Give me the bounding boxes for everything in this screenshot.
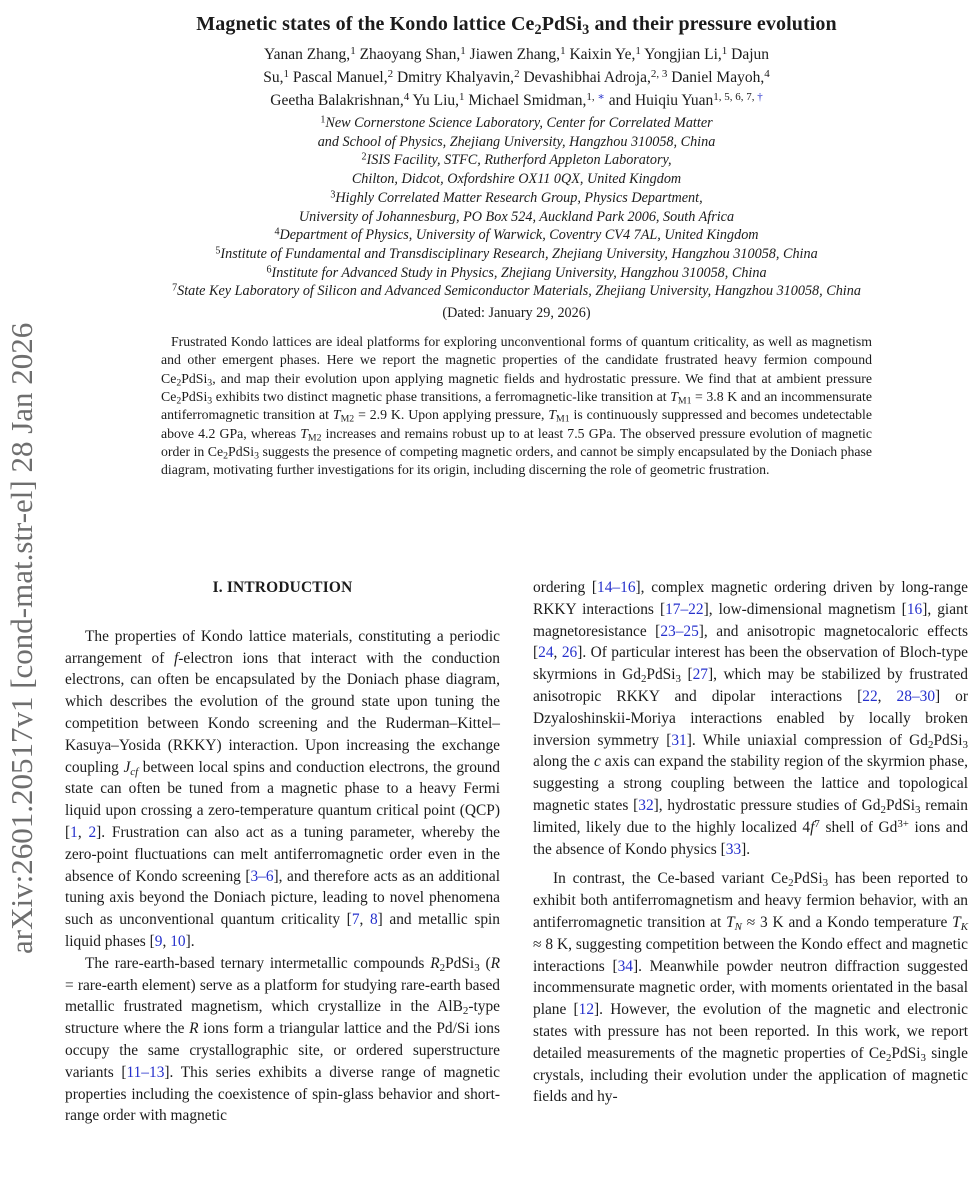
paper-title: Magnetic states of the Kondo lattice Ce2PdSi3 and their pressure evolution [196,13,837,38]
citation-link[interactable]: 7 [351,911,360,929]
paragraph: The rare-earth-based ternary intermetallic compounds R2PdSi3 (R = rare-earth element) serve as a platform for studying rare-earth based metallic frustrated magnetism, which crystallize in the AlB2-type structure where the R ions form a triangular lattice and the Pd/Si ions occupy the same crystallographic site, or ordered superstructure variants [11–13]. This series exhibits a diverse range of magnetic properties including the coexistence of spin-glass behavior and short-range order with magnetic [65,954,500,1125]
footnote-link[interactable]: † [757,91,763,104]
author-line: Yanan Zhang,$^1$ Zhaoyang Shan,$^1$ Jiawen Zhang,$^1$ Kaixin Ye,$^1$ Yongjian Li,$^1$ Dajun [263,45,770,63]
affiliation-line: $^3$Highly Correlated Matter Research Group, Physics Department, [330,189,703,206]
paragraph: The properties of Kondo lattice materials, constituting a periodic arrangement of f-electron ions that interact with the conduction electrons, can often be encapsulated by the Doniach phase diagram, which describes the evolution of the ground state upon tuning the competition between Kondo screening and the Ruderman–Kittel–Kasuya–Yosida (RKKY) interaction. Upon increasing the exchange coupling Jcf between local spins and conduction electrons, the ground state can often be tuned from a magnetic phase to a heavy Fermi liquid upon crossing a zero-temperature quantum critical point (QCP) [1, 2]. Frustration can also act as a tuning parameter, whereby the zero-point fluctuations can melt antiferromagnetic order even in the absence of Kondo screening [3–6], and therefore acts as an additional tuning axis beyond the Doniach picture, leading to novel phenomena such as unconventional quantum criticality [7, 8] and metallic spin liquid phases [9, 10]. [65,627,500,950]
citation-link[interactable]: 11–13 [126,1063,165,1081]
citation-link[interactable]: 26 [561,644,578,662]
citation-link[interactable]: 3–6 [250,867,274,885]
arxiv-banner [4,228,44,1048]
author-line: Geetha Balakrishnan,$^4$ Yu Liu,$^1$ Michael Smidman,$^{1,}$ ∗ and Huiqiu Yuan$^{1, 5, 6, 7,}$ † [270,91,763,109]
citation-link[interactable]: 17–22 [665,600,704,618]
author-block [61,43,972,112]
affiliation-line: $^4$Department of Physics, University of Warwick, Coventry CV4 7AL, United Kingdom [274,226,759,244]
citation-link[interactable]: 14–16 [597,579,636,596]
citation-link[interactable]: 31 [671,731,687,749]
citation-link[interactable]: 24 [538,644,554,662]
affiliation-line: University of Johannesburg, PO Box 524, Auckland Park 2006, South Africa [298,208,735,225]
arxiv-banner-text: arXiv:2601.20517v1 [cond-mat.str-el] 28 Jan 2026 [4,322,39,954]
citation-link[interactable]: 32 [638,796,654,814]
affiliation-line: Chilton, Didcot, Oxfordshire OX11 0QX, United Kingdom [351,171,682,188]
citation-link[interactable]: 22 [862,687,878,705]
section-heading-introduction: I. INTRODUCTION [212,579,353,596]
affiliation-line: and School of Physics, Zhejiang University, Hangzhou 310058, China [317,133,716,150]
paragraph: ordering [14–16], complex magnetic ordering driven by long-range RKKY interactions [17–22], low-dimensional magnetism [16], giant magnetoresistance [23–25], and anisotropic magnetocaloric effects [24, 26]. Of particular interest has been the observation of Bloch-type skyrmions in Gd2PdSi3 [27], which may be stabilized by frustrated anisotropic RKKY and dipolar interactions [22, 28–30] or Dzyaloshinskii-Moriya interactions enabled by locally broken inversion symmetry [31]. While uniaxial compression of Gd2PdSi3 along the c axis can expand the stability region of the skyrmion phase, suggesting a strong coupling between the lattice and topological magnetic states [32], hydrostatic pressure studies of Gd2PdSi3 remain limited, likely due to the highly localized $4f^7$ shell of $Gd^{3+}$ ions and the absence of Kondo physics [33]. [533,579,969,858]
author-line: Su,$^1$ Pascal Manuel,$^2$ Dmitry Khalyavin,$^2$ Devashibhai Adroja,$^{2, 3}$ Daniel Mayoh,$^4$ [263,68,770,86]
affiliation-line: $^6$Institute for Advanced Study in Physics, Zhejiang University, Hangzhou 310058, China [266,264,767,281]
citation-link[interactable]: 12 [578,1001,595,1019]
affiliation-line: $^1$New Cornerstone Science Laboratory, Center for Correlated Matter [320,114,713,131]
dated-line: (Dated: January 29, 2026) [442,305,591,322]
affiliation-line: $^7$State Key Laboratory of Silicon and Advanced Semiconductor Materials, Zhejiang University, Hangzhou 310058, China [172,282,861,300]
citation-link[interactable]: 8 [369,911,378,929]
citation-link[interactable]: 33 [725,840,742,858]
citation-link[interactable]: 28–30 [896,687,936,705]
abstract: Frustrated Kondo lattices are ideal platforms for exploring unconventional forms of quantum criticality, as well as magnetism and other emergent phases. Here we report the magnetic properties of the candidate frustrated heavy fermion compound Ce2PdSi3, and map their evolution upon applying magnetic fields and hydrostatic pressure. We find that at ambient pressure Ce2PdSi3 exhibits two distinct magnetic phase transitions, a ferromagnetic-like transition at TM1 = 3.8 K and an incommensurate antiferromagnetic transition at TM2 = 2.9 K. Upon applying pressure, TM1 is continuously suppressed and becomes undetectable above 4.2 GPa, whereas TM2 increases and remains robust up to at least 7.5 GPa. The observed pressure evolution of magnetic order in Ce2PdSi3 suggests the presence of competing magnetic orders, and cannot be simply encapsulated by the Doniach phase diagram, motivating further investigations for its origin, including discerning the role of geometric frustration. [161,334,873,478]
citation-link[interactable]: 9 [154,932,163,950]
citation-link[interactable]: 34 [617,957,633,975]
citation-link[interactable]: 27 [692,666,708,684]
citation-link[interactable]: 10 [170,932,186,950]
citation-link[interactable]: 1 [70,823,78,841]
affiliation-line: $^5$Institute of Fundamental and Transdisciplinary Research, Zhejiang University, Hangzhou 310058, China [215,245,818,262]
citation-link[interactable]: 16 [906,600,923,618]
citation-link[interactable]: 2 [88,823,97,841]
paragraph: In contrast, the Ce-based variant Ce2PdSi3 has been reported to exhibit both antiferromagnetism and heavy fermion behavior, with an antiferromagnetic transition at TN ≈ 3 K and a Kondo temperature TK ≈ 8 K, suggesting competition between the Kondo effect and magnetic interactions [34]. Meanwhile powder neutron diffraction suggested incommensurate magnetic order, with moments orientated in the basal plane [12]. However, the evolution of the magnetic and electronic states with pressure has not been reported. In this work, we report detailed measurements of the magnetic properties of Ce2PdSi3 single crystals, including their evolution under the application of magnetic fields and hy- [533,870,968,1106]
footnote-link[interactable]: ∗ [597,91,605,104]
right-column [533,577,968,1108]
citation-link[interactable]: 23–25 [660,622,699,640]
affiliation-line: $^2$ISIS Facility, STFC, Rutherford Appleton Laboratory, [361,151,672,169]
affiliation-block [61,114,972,323]
left-column [65,577,500,1127]
